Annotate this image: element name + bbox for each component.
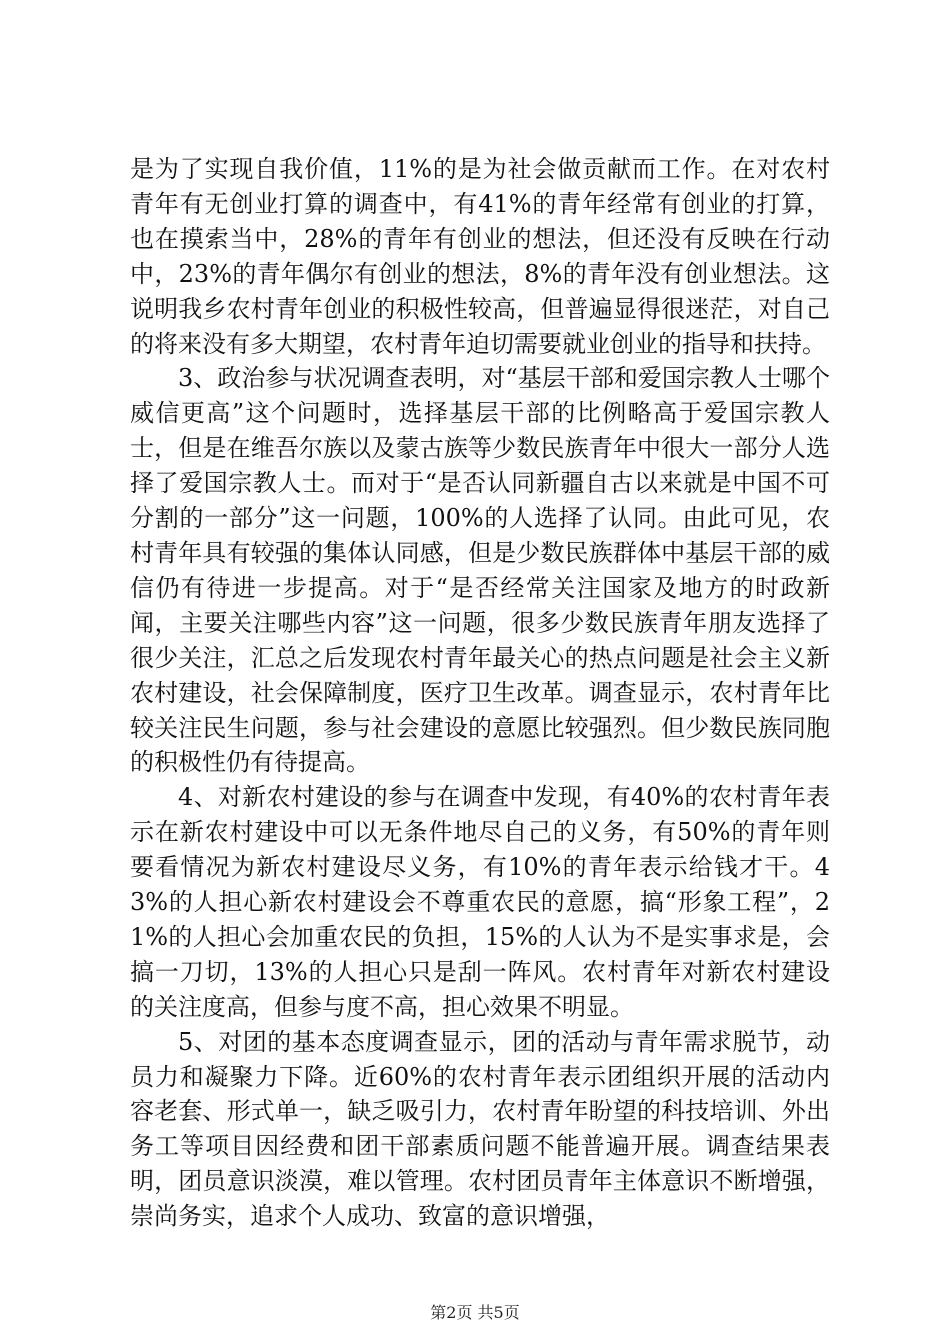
paragraph-new-rural-construction: 4、对新农村建设的参与在调查中发现，有40%的农村青年表示在新农村建设中可以无条件地尽自己的义务，有50%的青年则要看情况为新农村建设尽义务，有10%的青年表示给钱才干。43%的人担心新农村建设会不尊重农民的意愿，搞“形象工程”，21%的人担心会加重农民的负担，15%的人认为不是实事求是，会搞一刀切，13%的人担心只是刮一阵风。农村青年对新农村建设的关注度高，但参与度不高，担心效果不明显。 [130, 783, 830, 1021]
paragraph-political-participation: 3、政治参与状况调查表明，对“基层干部和爱国宗教人士哪个威信更高”这个问题时，选择基层干部的比例略高于爱国宗教人士，但是在维吾尔族以及蒙古族等少数民族青年中很大一部分人选择了爱国宗教人士。而对于“是否认同新疆自古以来就是中国不可分割的一部分”这一问题，100%的人选择了认同。由此可见，农村青年具有较强的集体认同感，但是少数民族群体中基层干部的威信仍有待进一步提高。对于“是否经常关注国家及地方的时政新闻，主要关注哪些内容”这一问题，很多少数民族青年朋友选择了很少关注，汇总之后发现农村青年最关心的热点问题是社会主义新农村建设，社会保障制度，医疗卫生改革。调查显示，农村青年比较关注民生问题，参与社会建设的意愿比较强烈。但少数民族同胞的积极性仍有待提高。 [130, 364, 830, 777]
paragraph-league-attitude: 5、对团的基本态度调查显示，团的活动与青年需求脱节，动员力和凝聚力下降。近60%的农村青年表示团组织开展的活动内容老套、形式单一，缺乏吸引力，农村青年盼望的科技培训、外出务工等项目因经费和团干部素质问题不能普遍开展。调查结果表明，团员意识淡漠，难以管理。农村团员青年主体意识不断增强，崇尚务实，追求个人成功、致富的意识增强， [130, 1027, 830, 1231]
paragraph-continued: 是为了实现自我价值，11%的是为社会做贡献而工作。在对农村青年有无创业打算的调查中，有41%的青年经常有创业的打算，也在摸索当中，28%的青年有创业的想法，但还没有反映在行动中，23%的青年偶尔有创业的想法，8%的青年没有创业想法。这说明我乡农村青年创业的积极性较高，但普遍显得很迷茫，对自己的将来没有多大期望，农村青年迫切需要就业创业的指导和扶持。 [130, 155, 830, 358]
document-body [130, 152, 830, 1234]
page-number-footer: 第2页 共5页 [430, 1303, 520, 1322]
